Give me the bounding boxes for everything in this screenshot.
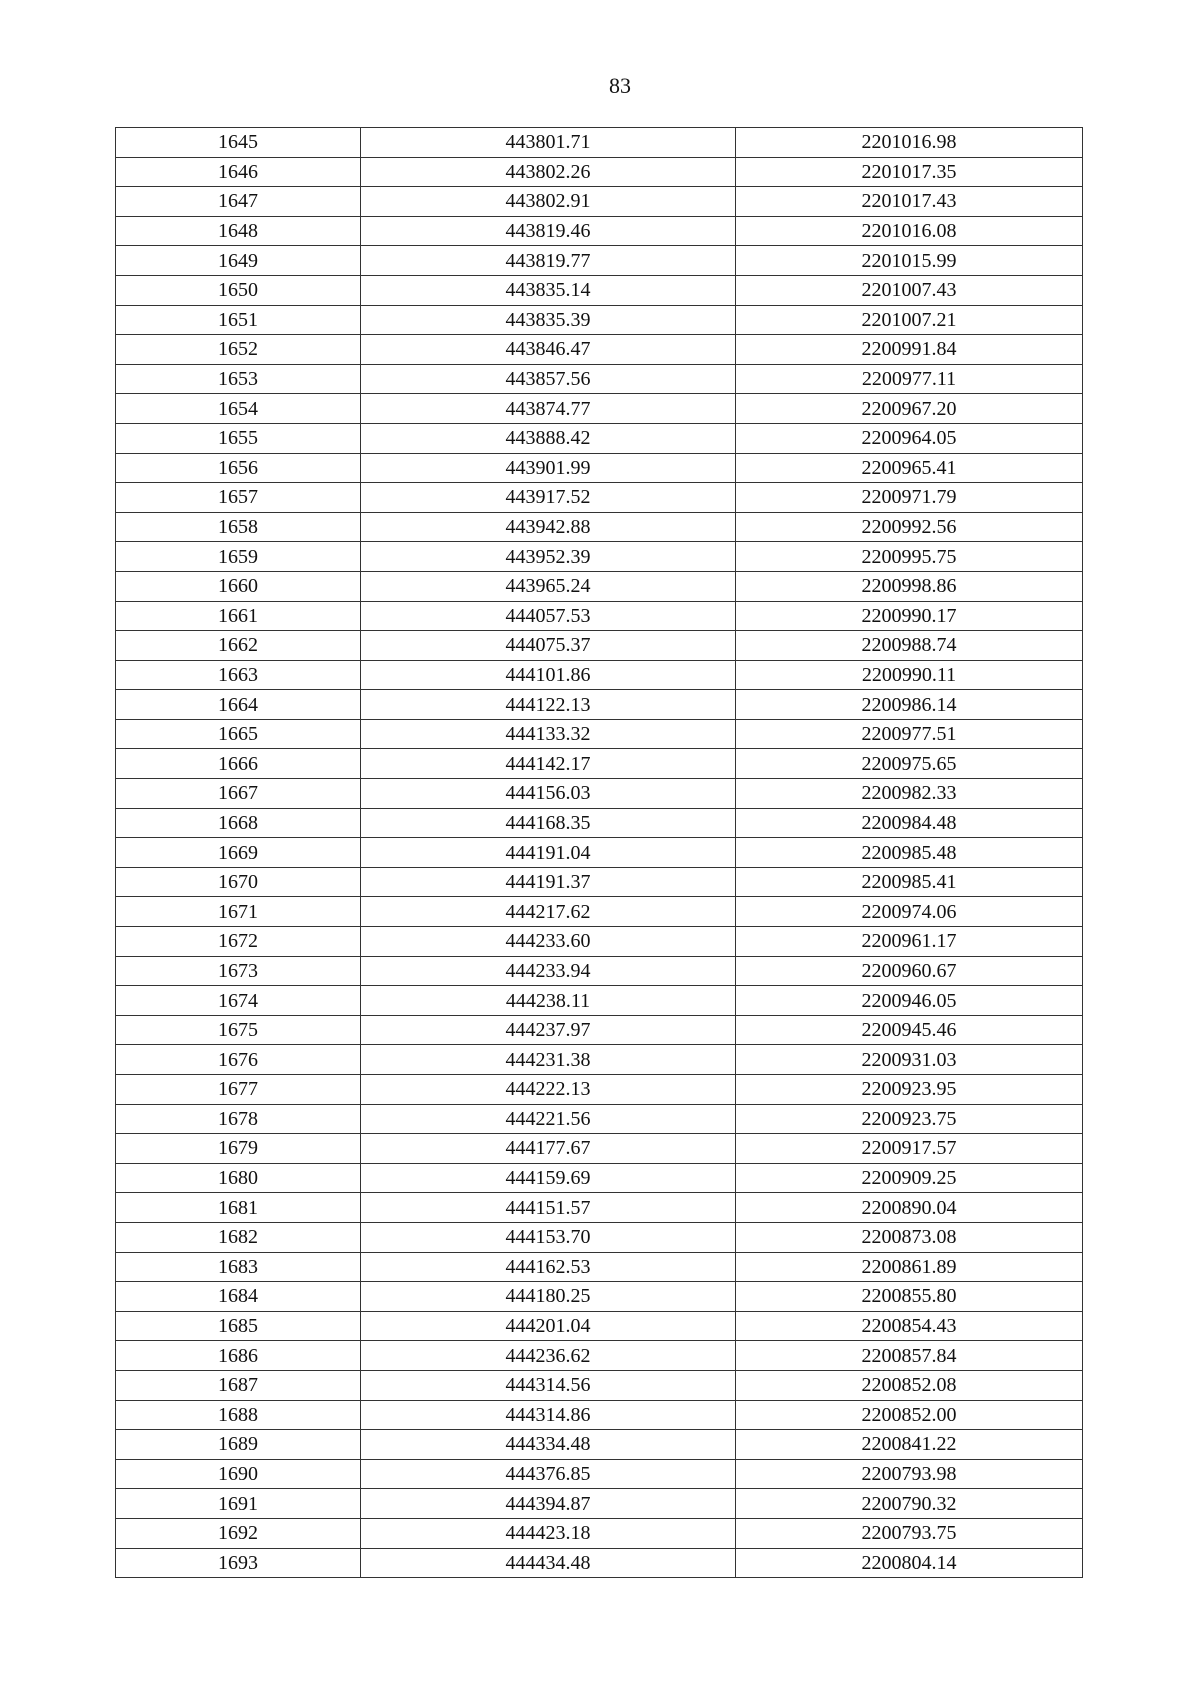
y-coordinate-cell: 2200967.20 (736, 394, 1083, 424)
y-coordinate-cell: 2200945.46 (736, 1015, 1083, 1045)
point-number-cell: 1671 (116, 897, 361, 927)
table-row (116, 1075, 1083, 1105)
table-row (116, 1222, 1083, 1252)
x-coordinate-cell: 443819.77 (361, 246, 736, 276)
y-coordinate-cell: 2200890.04 (736, 1193, 1083, 1223)
table-row (116, 187, 1083, 217)
y-coordinate-cell: 2200790.32 (736, 1489, 1083, 1519)
point-number-cell: 1645 (116, 128, 361, 158)
y-coordinate-cell: 2200917.57 (736, 1134, 1083, 1164)
x-coordinate-cell: 444057.53 (361, 601, 736, 631)
point-number-cell: 1661 (116, 601, 361, 631)
table-row (116, 216, 1083, 246)
x-coordinate-cell: 444231.38 (361, 1045, 736, 1075)
point-number-cell: 1686 (116, 1341, 361, 1371)
table-row (116, 394, 1083, 424)
x-coordinate-cell: 443846.47 (361, 335, 736, 365)
y-coordinate-cell: 2200873.08 (736, 1222, 1083, 1252)
y-coordinate-cell: 2200793.75 (736, 1518, 1083, 1548)
table-row (116, 305, 1083, 335)
table-row (116, 1459, 1083, 1489)
y-coordinate-cell: 2201017.43 (736, 187, 1083, 217)
y-coordinate-cell: 2200984.48 (736, 808, 1083, 838)
point-number-cell: 1680 (116, 1163, 361, 1193)
table-row (116, 779, 1083, 809)
point-number-cell: 1677 (116, 1075, 361, 1105)
table-row (116, 631, 1083, 661)
x-coordinate-cell: 444222.13 (361, 1075, 736, 1105)
point-number-cell: 1693 (116, 1548, 361, 1578)
point-number-cell: 1666 (116, 749, 361, 779)
point-number-cell: 1656 (116, 453, 361, 483)
y-coordinate-cell: 2200995.75 (736, 542, 1083, 572)
x-coordinate-cell: 444159.69 (361, 1163, 736, 1193)
point-number-cell: 1649 (116, 246, 361, 276)
x-coordinate-cell: 444168.35 (361, 808, 736, 838)
table-row (116, 275, 1083, 305)
x-coordinate-cell: 444314.86 (361, 1400, 736, 1430)
point-number-cell: 1672 (116, 927, 361, 957)
x-coordinate-cell: 444162.53 (361, 1252, 736, 1282)
table-row (116, 1518, 1083, 1548)
coordinates-table-body (116, 128, 1083, 1578)
y-coordinate-cell: 2200991.84 (736, 335, 1083, 365)
point-number-cell: 1674 (116, 986, 361, 1016)
x-coordinate-cell: 444177.67 (361, 1134, 736, 1164)
table-row (116, 512, 1083, 542)
x-coordinate-cell: 443917.52 (361, 483, 736, 513)
table-row (116, 1163, 1083, 1193)
x-coordinate-cell: 443857.56 (361, 364, 736, 394)
y-coordinate-cell: 2200977.11 (736, 364, 1083, 394)
table-row (116, 1045, 1083, 1075)
table-row (116, 246, 1083, 276)
table-row (116, 571, 1083, 601)
x-coordinate-cell: 444423.18 (361, 1518, 736, 1548)
point-number-cell: 1675 (116, 1015, 361, 1045)
y-coordinate-cell: 2200998.86 (736, 571, 1083, 601)
x-coordinate-cell: 444122.13 (361, 690, 736, 720)
y-coordinate-cell: 2200931.03 (736, 1045, 1083, 1075)
x-coordinate-cell: 443802.91 (361, 187, 736, 217)
point-number-cell: 1663 (116, 660, 361, 690)
y-coordinate-cell: 2200923.95 (736, 1075, 1083, 1105)
point-number-cell: 1648 (116, 216, 361, 246)
table-row (116, 1489, 1083, 1519)
x-coordinate-cell: 444236.62 (361, 1341, 736, 1371)
y-coordinate-cell: 2201007.43 (736, 275, 1083, 305)
table-row (116, 1430, 1083, 1460)
y-coordinate-cell: 2200977.51 (736, 719, 1083, 749)
x-coordinate-cell: 444101.86 (361, 660, 736, 690)
point-number-cell: 1659 (116, 542, 361, 572)
table-row (116, 364, 1083, 394)
point-number-cell: 1658 (116, 512, 361, 542)
point-number-cell: 1687 (116, 1370, 361, 1400)
y-coordinate-cell: 2201016.08 (736, 216, 1083, 246)
x-coordinate-cell: 444201.04 (361, 1311, 736, 1341)
point-number-cell: 1684 (116, 1282, 361, 1312)
x-coordinate-cell: 444191.37 (361, 867, 736, 897)
point-number-cell: 1689 (116, 1430, 361, 1460)
y-coordinate-cell: 2200971.79 (736, 483, 1083, 513)
table-row (116, 128, 1083, 158)
page-number: 83 (609, 73, 631, 98)
x-coordinate-cell: 444191.04 (361, 838, 736, 868)
point-number-cell: 1654 (116, 394, 361, 424)
x-coordinate-cell: 443965.24 (361, 571, 736, 601)
y-coordinate-cell: 2200855.80 (736, 1282, 1083, 1312)
x-coordinate-cell: 443901.99 (361, 453, 736, 483)
x-coordinate-cell: 444334.48 (361, 1430, 736, 1460)
x-coordinate-cell: 444151.57 (361, 1193, 736, 1223)
table-row (116, 956, 1083, 986)
point-number-cell: 1652 (116, 335, 361, 365)
table-row (116, 1134, 1083, 1164)
point-number-cell: 1690 (116, 1459, 361, 1489)
table-row (116, 542, 1083, 572)
point-number-cell: 1647 (116, 187, 361, 217)
table-row (116, 867, 1083, 897)
point-number-cell: 1669 (116, 838, 361, 868)
table-row (116, 897, 1083, 927)
x-coordinate-cell: 444314.56 (361, 1370, 736, 1400)
y-coordinate-cell: 2200974.06 (736, 897, 1083, 927)
point-number-cell: 1679 (116, 1134, 361, 1164)
point-number-cell: 1664 (116, 690, 361, 720)
y-coordinate-cell: 2200988.74 (736, 631, 1083, 661)
y-coordinate-cell: 2200986.14 (736, 690, 1083, 720)
point-number-cell: 1667 (116, 779, 361, 809)
y-coordinate-cell: 2201007.21 (736, 305, 1083, 335)
x-coordinate-cell: 444394.87 (361, 1489, 736, 1519)
table-row (116, 1104, 1083, 1134)
x-coordinate-cell: 444153.70 (361, 1222, 736, 1252)
y-coordinate-cell: 2200985.48 (736, 838, 1083, 868)
x-coordinate-cell: 443874.77 (361, 394, 736, 424)
x-coordinate-cell: 443942.88 (361, 512, 736, 542)
point-number-cell: 1681 (116, 1193, 361, 1223)
y-coordinate-cell: 2200975.65 (736, 749, 1083, 779)
table-row (116, 1282, 1083, 1312)
point-number-cell: 1662 (116, 631, 361, 661)
point-number-cell: 1655 (116, 423, 361, 453)
table-row (116, 1548, 1083, 1578)
point-number-cell: 1657 (116, 483, 361, 513)
point-number-cell: 1676 (116, 1045, 361, 1075)
y-coordinate-cell: 2201015.99 (736, 246, 1083, 276)
point-number-cell: 1678 (116, 1104, 361, 1134)
table-row (116, 719, 1083, 749)
y-coordinate-cell: 2200857.84 (736, 1341, 1083, 1371)
y-coordinate-cell: 2200793.98 (736, 1459, 1083, 1489)
table-row (116, 660, 1083, 690)
x-coordinate-cell: 443952.39 (361, 542, 736, 572)
y-coordinate-cell: 2200985.41 (736, 867, 1083, 897)
y-coordinate-cell: 2200923.75 (736, 1104, 1083, 1134)
table-row (116, 1400, 1083, 1430)
table-row (116, 1370, 1083, 1400)
table-row (116, 808, 1083, 838)
x-coordinate-cell: 444180.25 (361, 1282, 736, 1312)
point-number-cell: 1650 (116, 275, 361, 305)
table-row (116, 1341, 1083, 1371)
x-coordinate-cell: 443802.26 (361, 157, 736, 187)
point-number-cell: 1660 (116, 571, 361, 601)
y-coordinate-cell: 2200960.67 (736, 956, 1083, 986)
point-number-cell: 1691 (116, 1489, 361, 1519)
coordinates-table (115, 127, 1083, 1578)
table-row (116, 157, 1083, 187)
x-coordinate-cell: 444133.32 (361, 719, 736, 749)
y-coordinate-cell: 2200852.00 (736, 1400, 1083, 1430)
y-coordinate-cell: 2200909.25 (736, 1163, 1083, 1193)
x-coordinate-cell: 443888.42 (361, 423, 736, 453)
y-coordinate-cell: 2200965.41 (736, 453, 1083, 483)
x-coordinate-cell: 444156.03 (361, 779, 736, 809)
table-row (116, 601, 1083, 631)
x-coordinate-cell: 444233.94 (361, 956, 736, 986)
table-row (116, 986, 1083, 1016)
x-coordinate-cell: 444376.85 (361, 1459, 736, 1489)
table-row (116, 1252, 1083, 1282)
y-coordinate-cell: 2200982.33 (736, 779, 1083, 809)
x-coordinate-cell: 444217.62 (361, 897, 736, 927)
table-row (116, 1015, 1083, 1045)
point-number-cell: 1668 (116, 808, 361, 838)
point-number-cell: 1692 (116, 1518, 361, 1548)
y-coordinate-cell: 2201016.98 (736, 128, 1083, 158)
point-number-cell: 1688 (116, 1400, 361, 1430)
table-row (116, 453, 1083, 483)
y-coordinate-cell: 2200861.89 (736, 1252, 1083, 1282)
point-number-cell: 1682 (116, 1222, 361, 1252)
x-coordinate-cell: 443819.46 (361, 216, 736, 246)
table-row (116, 927, 1083, 957)
point-number-cell: 1653 (116, 364, 361, 394)
x-coordinate-cell: 443835.39 (361, 305, 736, 335)
x-coordinate-cell: 444238.11 (361, 986, 736, 1016)
y-coordinate-cell: 2200964.05 (736, 423, 1083, 453)
table-row (116, 1311, 1083, 1341)
x-coordinate-cell: 443801.71 (361, 128, 736, 158)
table-row (116, 1193, 1083, 1223)
y-coordinate-cell: 2200854.43 (736, 1311, 1083, 1341)
x-coordinate-cell: 444075.37 (361, 631, 736, 661)
y-coordinate-cell: 2200946.05 (736, 986, 1083, 1016)
x-coordinate-cell: 444434.48 (361, 1548, 736, 1578)
table-row (116, 838, 1083, 868)
y-coordinate-cell: 2200852.08 (736, 1370, 1083, 1400)
point-number-cell: 1665 (116, 719, 361, 749)
x-coordinate-cell: 444233.60 (361, 927, 736, 957)
point-number-cell: 1673 (116, 956, 361, 986)
table-row (116, 483, 1083, 513)
table-row (116, 335, 1083, 365)
table-row (116, 690, 1083, 720)
y-coordinate-cell: 2200990.17 (736, 601, 1083, 631)
point-number-cell: 1683 (116, 1252, 361, 1282)
point-number-cell: 1651 (116, 305, 361, 335)
y-coordinate-cell: 2201017.35 (736, 157, 1083, 187)
y-coordinate-cell: 2200961.17 (736, 927, 1083, 957)
x-coordinate-cell: 444221.56 (361, 1104, 736, 1134)
y-coordinate-cell: 2200804.14 (736, 1548, 1083, 1578)
x-coordinate-cell: 443835.14 (361, 275, 736, 305)
point-number-cell: 1646 (116, 157, 361, 187)
y-coordinate-cell: 2200992.56 (736, 512, 1083, 542)
y-coordinate-cell: 2200841.22 (736, 1430, 1083, 1460)
x-coordinate-cell: 444142.17 (361, 749, 736, 779)
x-coordinate-cell: 444237.97 (361, 1015, 736, 1045)
point-number-cell: 1685 (116, 1311, 361, 1341)
table-row (116, 423, 1083, 453)
y-coordinate-cell: 2200990.11 (736, 660, 1083, 690)
table-row (116, 749, 1083, 779)
point-number-cell: 1670 (116, 867, 361, 897)
